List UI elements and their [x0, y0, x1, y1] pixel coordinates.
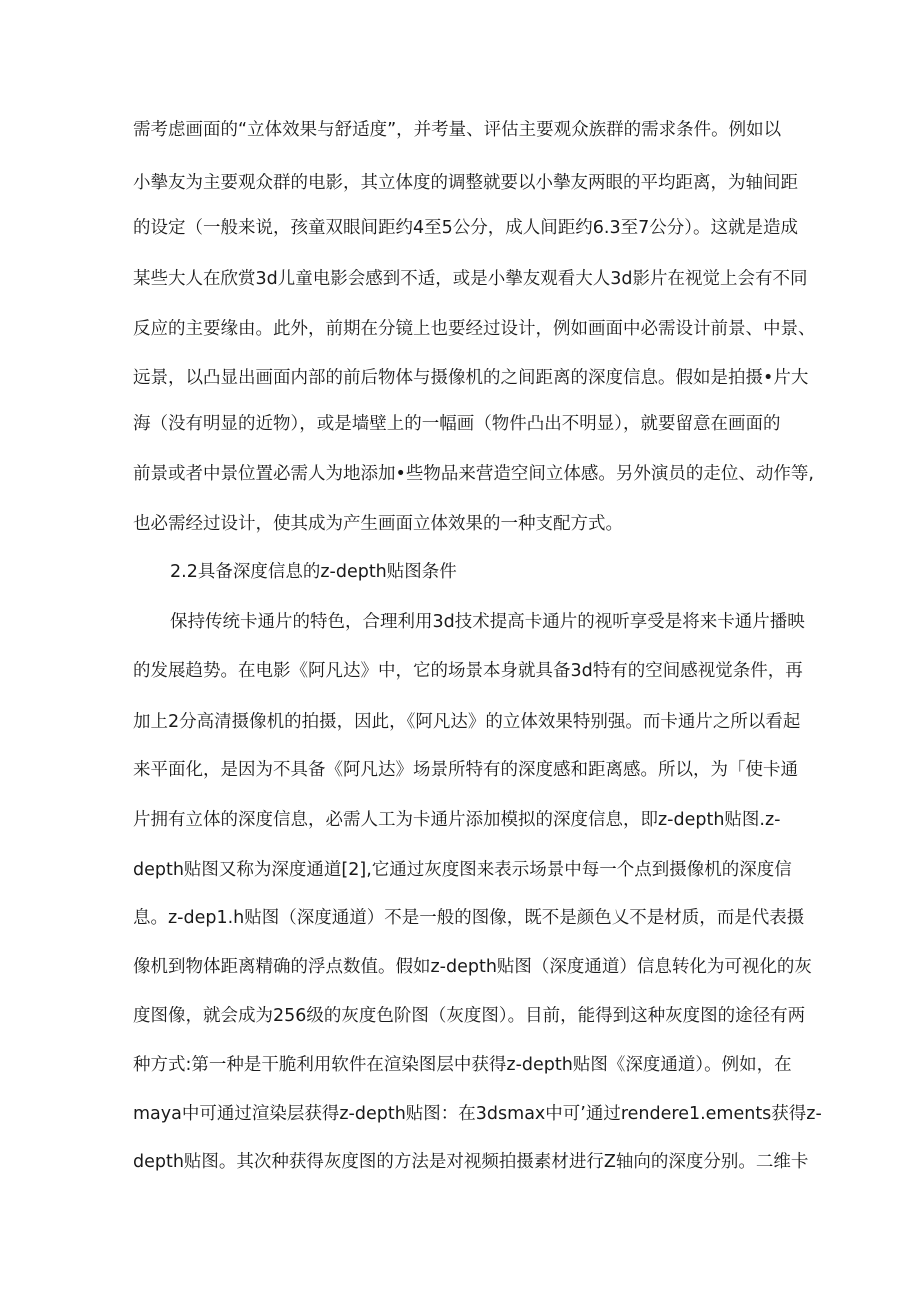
section-heading: 2.2具备深度信息的z-depth贴图条件 [170, 562, 457, 582]
text-line: 反应的主要缘由。此外，前期在分镜上也要经过设计，例如画面中必需设计前景、中景、 [133, 319, 816, 339]
text-line: 也必需经过设计，使其成为产生画面立体效果的一种支配方式。 [133, 514, 623, 534]
text-line: 像机到物体距离精确的浮点数值。假如z-depth贴图（深度通道）信息转化为可视化的灰 [133, 957, 812, 977]
text-line: maya中可通过渲染层获得z-depth贴图：在3dsmax中可’通过rendere1.ements获得z- [133, 1104, 822, 1124]
text-line: depth贴图。其次种获得灰度图的方法是对视频拍摄素材进行Z轴向的深度分别。二维卡 [133, 1152, 809, 1172]
text-line: 种方式:第一种是干脆利用软件在渲染图层中获得z-depth贴图《深度通道）。例如，在 [133, 1055, 792, 1075]
text-line: 息。z-dep1.h贴图（深度通道）不是一般的图像，既不是颜色乂不是材质，而是代表摄 [133, 908, 805, 928]
text-line: 加上2分高清摄像机的拍摄，因此，《阿凡达》的立体效果特别强。而卡通片之所以看起 [133, 712, 801, 732]
text-line: 的设定（一般来说，孩童双眼间距约4至5公分，成人间距约6.3至7公分）。这就是造成 [133, 218, 798, 238]
text-line: 海（没有明显的近物），或是墙壁上的一幅画（物件凸出不明显），就要留意在画面的 [133, 414, 781, 434]
text-line: 保持传统卡通片的特色，合理利用3d技术提高卡通片的视听享受是将来卡通片播映 [170, 612, 805, 632]
text-line: 来平面化，是因为不具备《阿凡达》场景所特有的深度感和距离感。所以，为「使卡通 [133, 760, 798, 780]
text-line: 远景，以凸显出画面内部的前后物体与摄像机的之间距离的深度信息。假如是拍摄•片大 [133, 368, 809, 388]
text-line: 度图像，就会成为256级的灰度色阶图（灰度图）。目前，能得到这种灰度图的途径有两 [133, 1006, 806, 1026]
text-line: 前景或者中景位置必需人为地添加•些物品来营造空间立体感。另外演员的走位、动作等, [133, 464, 814, 484]
text-line: 片拥有立体的深度信息，必需人工为卡通片添加模拟的深度信息，即z-depth贴图.z- [133, 810, 781, 830]
text-line: 的发展趋势。在电影《阿凡达》中，它的场景本身就具备3d特有的空间感视觉条件，再 [133, 661, 803, 681]
text-line: 小摰友为主要观众群的电影，其立体度的调整就要以小摰友两眼的平均距离，为轴间距 [133, 173, 798, 193]
text-line: 某些大人在欣赏3d儿童电影会感到不适，或是小摰友观看大人3d影片在视觉上会有不同 [133, 269, 808, 289]
text-line: depth贴图又称为深度通道[2],它通过灰度图来表示场景中每一个点到摄像机的深度信 [133, 860, 792, 880]
text-line: 需考虑画面的“立体效果与舒适度”，并考量、评估主要观众族群的需求条件。例如以 [133, 120, 782, 140]
